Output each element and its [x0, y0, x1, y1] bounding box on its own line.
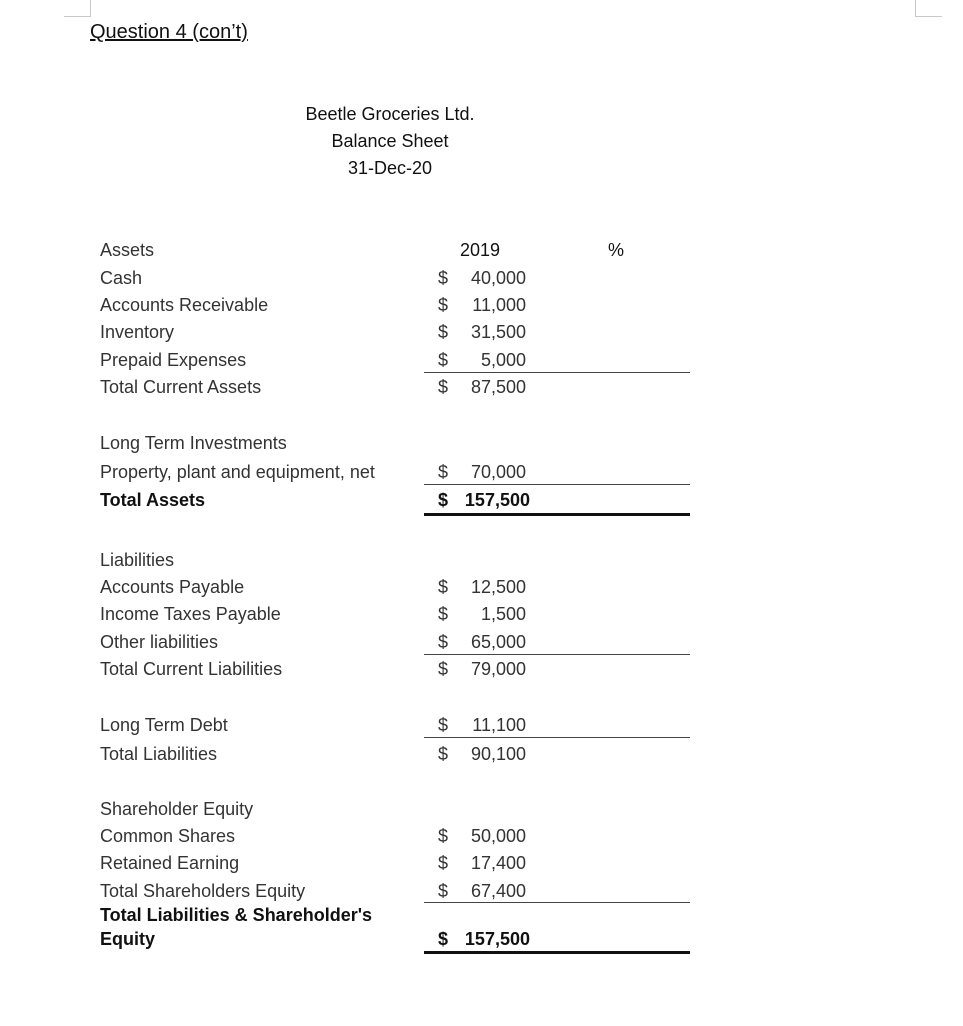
prepaid-expenses-amount — [424, 350, 530, 374]
grand-total-label-line1: Total Liabilities & Shareholder's — [100, 905, 373, 925]
amount-value: 50,000 — [470, 826, 526, 846]
year-column-header: 2019 — [460, 240, 501, 260]
subtotal-rule — [424, 902, 690, 903]
liabilities-heading: Liabilities — [100, 550, 175, 570]
question-title: Question 4 (con’t) — [90, 21, 248, 43]
amount-value: 5,000 — [480, 350, 526, 370]
retained-earning-amount — [424, 853, 530, 877]
amount-value: 65,000 — [470, 632, 526, 652]
currency-symbol: $ — [438, 881, 449, 901]
total-assets-amount — [424, 490, 530, 514]
inventory-label: Inventory — [100, 322, 175, 342]
currency-symbol: $ — [438, 715, 449, 735]
accounts-payable-label: Accounts Payable — [100, 577, 245, 597]
amount-value: 31,500 — [470, 322, 526, 342]
ppe-amount — [424, 462, 530, 486]
amount-value: 40,000 — [470, 268, 526, 288]
total-current-liabilities-amount — [424, 659, 530, 683]
amount-value: 17,400 — [470, 853, 526, 873]
cash-label: Cash — [100, 268, 143, 288]
currency-symbol: $ — [438, 744, 449, 764]
currency-symbol: $ — [438, 268, 449, 288]
total-current-assets-amount — [424, 377, 530, 401]
currency-symbol: $ — [438, 377, 449, 397]
grand-total-amount — [424, 929, 530, 953]
subtotal-rule — [424, 654, 690, 655]
income-taxes-payable-label: Income Taxes Payable — [100, 604, 281, 624]
amount-value: 90,100 — [470, 744, 526, 764]
amount-value: 70,000 — [470, 462, 526, 482]
currency-symbol: $ — [438, 462, 449, 482]
total-liabilities-amount — [424, 744, 530, 768]
amount-value: 79,000 — [470, 659, 526, 679]
currency-symbol: $ — [438, 577, 449, 597]
prepaid-expenses-label: Prepaid Expenses — [100, 350, 247, 370]
amount-value: 1,500 — [480, 604, 526, 624]
common-shares-amount — [424, 826, 530, 850]
subtotal-rule — [424, 737, 690, 738]
amount-value: 157,500 — [464, 490, 530, 510]
company-name: Beetle Groceries Ltd. — [305, 104, 475, 124]
accounts-receivable-label: Accounts Receivable — [100, 295, 269, 315]
currency-symbol: $ — [438, 490, 449, 510]
cash-amount — [424, 268, 530, 292]
income-taxes-payable-amount — [424, 604, 530, 628]
total-rule — [424, 951, 690, 954]
currency-symbol: $ — [438, 350, 449, 370]
currency-symbol: $ — [438, 659, 449, 679]
statement-date: 31-Dec-20 — [347, 158, 433, 178]
grand-total-label-line2: Equity — [100, 929, 156, 949]
percent-column-header: % — [608, 240, 625, 260]
amount-value: 12,500 — [470, 577, 526, 597]
amount-value: 87,500 — [470, 377, 526, 397]
crop-mark-right — [915, 0, 942, 17]
shareholder-equity-heading: Shareholder Equity — [100, 799, 254, 819]
total-current-assets-label: Total Current Assets — [100, 377, 262, 397]
amount-value: 157,500 — [464, 929, 530, 949]
subtotal-rule — [424, 372, 690, 373]
long-term-investments-label: Long Term Investments — [100, 433, 287, 453]
subtotal-rule — [424, 484, 690, 485]
amount-value: 11,000 — [472, 295, 526, 315]
long-term-debt-label: Long Term Debt — [100, 715, 228, 735]
total-liabilities-label: Total Liabilities — [100, 744, 218, 764]
assets-heading: Assets — [100, 240, 155, 260]
retained-earning-label: Retained Earning — [100, 853, 240, 873]
currency-symbol: $ — [438, 604, 449, 624]
currency-symbol: $ — [438, 322, 449, 342]
crop-mark-left — [64, 0, 91, 17]
currency-symbol: $ — [438, 632, 449, 652]
currency-symbol: $ — [438, 826, 449, 846]
common-shares-label: Common Shares — [100, 826, 236, 846]
total-shareholders-equity-label: Total Shareholders Equity — [100, 881, 306, 901]
total-assets-label: Total Assets — [100, 490, 206, 510]
currency-symbol: $ — [438, 853, 449, 873]
long-term-debt-amount — [424, 715, 530, 739]
currency-symbol: $ — [438, 929, 449, 949]
other-liabilities-amount — [424, 632, 530, 656]
ppe-label: Property, plant and equipment, net — [100, 462, 375, 482]
accounts-receivable-amount — [424, 295, 530, 319]
total-current-liabilities-label: Total Current Liabilities — [100, 659, 283, 679]
amount-value: 11,100 — [472, 715, 526, 735]
other-liabilities-label: Other liabilities — [100, 632, 219, 652]
currency-symbol: $ — [438, 295, 449, 315]
accounts-payable-amount — [424, 577, 530, 601]
total-rule — [424, 513, 690, 516]
amount-value: 67,400 — [470, 881, 526, 901]
statement-title: Balance Sheet — [331, 131, 449, 151]
inventory-amount — [424, 322, 530, 346]
